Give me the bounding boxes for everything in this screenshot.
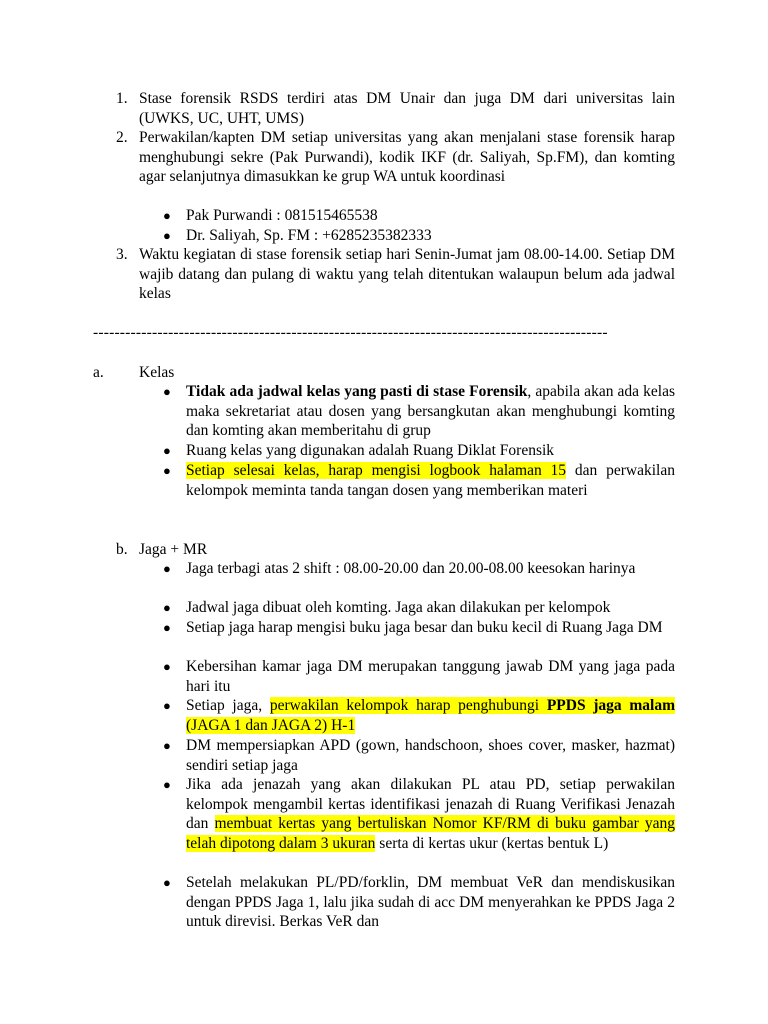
highlighted-text: Setiap selesai kelas, harap mengisi logbook halaman 15 [186,462,567,479]
contact-text: Pak Purwandi : 081515465538 [186,207,378,224]
bullet-icon: ● [163,738,171,753]
bullet-icon: ● [163,698,171,713]
bullet-icon: ● [163,384,171,399]
section-b-label: b. [116,541,128,558]
highlighted-text: perwakilan kelompok harap penghubungi [269,697,547,714]
item-text: Setiap jaga, [186,697,270,714]
item-text: Ruang kelas yang digunakan adalah Ruang Diklat Forensik [186,442,555,459]
item-text: , apabila akan ada kelas maka sekretariat atau dosen yang bersangkutan akan menghubungi komting dan komting akan memberitahu di grup [186,383,675,440]
bullet-icon: ● [163,228,171,243]
highlighted-text: (JAGA 1 dan JAGA 2) H-1 [186,716,356,734]
bullet-icon: ● [163,659,171,674]
section-b-item-6 [163,736,675,775]
section-b-item-7 [163,775,675,853]
item-text: Waktu kegiatan di stase forensik setiap hari Senin-Jumat jam 08.00-14.00. Setiap DM wajib datang dan pulang di waktu yang telah ditentukan walaupun belum ada jadwal kelas [139,246,675,303]
section-b-item-5 [163,696,675,735]
contact-item-2 [163,226,675,246]
item-text: Perwakilan/kapten DM setiap universitas yang akan menjalani stase forensik harap menghubungi sekre (Pak Purwandi), kodik IKF (dr. Saliyah, Sp.FM), dan komting agar selanjutnya dimasukkan ke grup WA untuk koordinasi [139,129,675,186]
section-a-label: a. [93,364,104,381]
item-text: Stase forensik RSDS terdiri atas DM Unair dan juga DM dari universitas lain (UWKS, UC, UHT, UMS) [139,90,675,127]
emphasis-text: Tidak ada jadwal kelas yang pasti di stase Forensik [186,383,528,400]
bullet-icon: ● [163,600,171,615]
bullet-icon: ● [163,463,171,478]
bullet-icon: ● [163,443,171,458]
item-text: Jika ada jenazah yang akan dilakukan PL atau PD, setiap perwakilan kelompok mengambil kertas identifikasi jenazah di Ruang Verifikasi Jenazah dan [186,776,675,833]
item-text: dan perwakilan kelompok meminta tanda tangan dosen yang memberikan materi [186,462,675,499]
numbered-item-3 [116,245,675,304]
item-text: DM mempersiapkan APD (gown, handschoon, shoes cover, masker, hazmat) sendiri setiap jaga [186,737,675,774]
item-text: Setiap jaga harap mengisi buku jaga besar dan buku kecil di Ruang Jaga DM [186,619,663,636]
section-b-item-1 [163,559,675,579]
item-number: 1. [116,90,128,107]
contact-item-1 [163,206,675,226]
bullet-icon: ● [163,875,171,890]
item-text: Setelah melakukan PL/PD/forklin, DM membuat VeR dan mendiskusikan dengan PPDS Jaga 1, lalu jika sudah di acc DM menyerahkan ke PPDS Jaga 2 untuk direvisi. Berkas VeR dan [186,874,675,931]
item-text: Jaga terbagi atas 2 shift : 08.00-20.00 dan 20.00-08.00 keesokan harinya [186,560,636,577]
item-number: 2. [116,129,128,146]
section-a-item-3 [163,461,675,500]
contact-text: Dr. Saliyah, Sp. FM : +6285235382333 [186,227,432,244]
item-text: Jadwal jaga dibuat oleh komting. Jaga akan dilakukan per kelompok [186,599,611,616]
section-a-title: Kelas [139,364,175,381]
bullet-icon: ● [163,561,171,576]
section-b-item-2 [163,598,675,618]
section-b-item-4 [163,657,675,696]
section-b-title: Jaga + MR [139,541,208,558]
item-text: serta di kertas ukur (kertas bentuk L) [375,834,609,852]
separator-line: ------------------------------------------------------------------------------------------------ [93,324,608,341]
section-b-item-3 [163,618,675,638]
item-number: 3. [116,246,128,263]
item-text: Kebersihan kamar jaga DM merupakan tanggung jawab DM yang jaga pada hari itu [186,658,675,695]
section-a-item-1 [163,382,675,441]
bullet-icon: ● [163,620,171,635]
section-a-item-2 [163,441,675,461]
numbered-item-1 [116,89,675,128]
bullet-icon: ● [163,208,171,223]
section-b-item-8 [163,873,675,932]
bullet-icon: ● [163,777,171,792]
highlighted-emphasis: PPDS jaga malam [546,697,675,714]
numbered-item-2 [116,128,675,187]
highlighted-text: membuat kertas yang bertuliskan Nomor KF/RM di buku gambar yang telah dipotong dalam 3 ukuran [186,815,675,852]
